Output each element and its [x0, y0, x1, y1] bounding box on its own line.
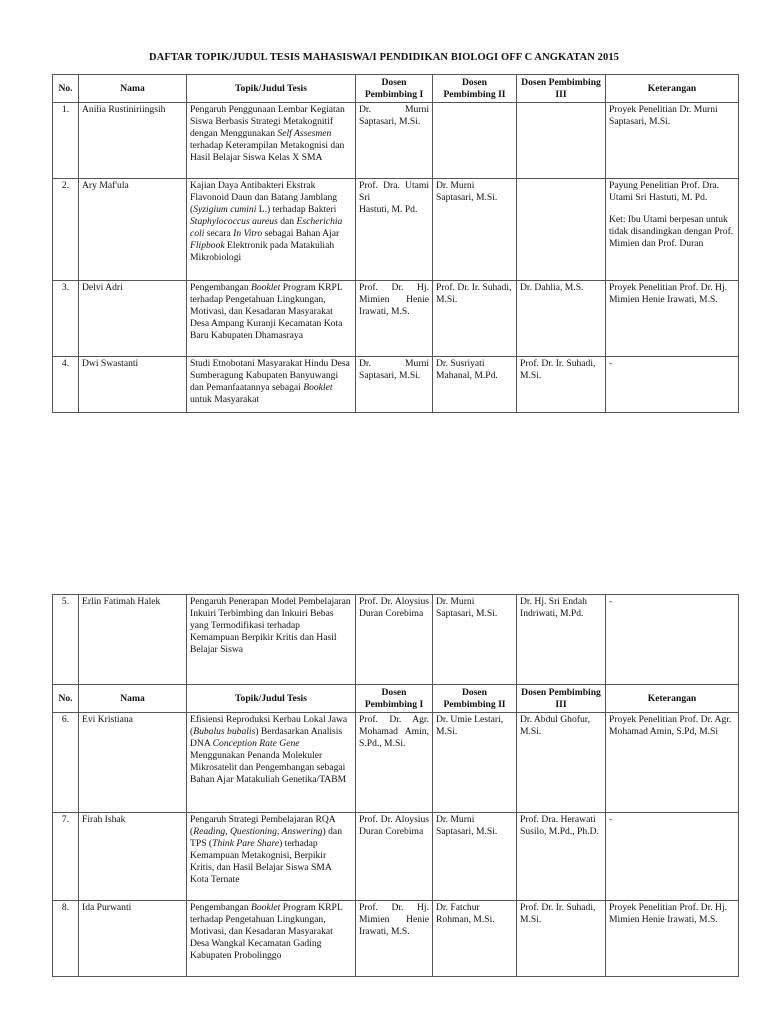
thesis-title — [187, 103, 356, 179]
student-name: Evi Kristiana — [79, 713, 187, 813]
thesis-title-text: L.) terhadap Bakteri — [256, 204, 337, 215]
supervisor-1: Prof. Dr. Aloysius Duran Corebima — [356, 595, 433, 685]
thesis-title-text: Kajian Daya Antibakteri Ekstrak Flavonoid Daun dan Batang Jamblang ( — [190, 180, 338, 215]
thesis-table-part-1 — [52, 74, 739, 413]
thesis-title-text: sebagai Bahan Ajar — [262, 228, 340, 239]
table-header-row — [53, 75, 739, 103]
header-keterangan: Keterangan — [606, 685, 739, 713]
supervisor-3: Prof. Dr. Ir. Suhadi, M.Si. — [517, 901, 606, 977]
header-dosen-3: Dosen Pembimbing III — [517, 75, 606, 103]
row-number: 6. — [53, 713, 79, 813]
remarks-text: Proyek Penelitian Prof. Dr. Hj. Mimien Henie Irawati, M.S. — [609, 902, 728, 925]
student-name: Erlin Fatimah Halek — [79, 595, 187, 685]
supervisor-2: Prof. Dr. Ir. Suhadi, M.Si. — [433, 281, 517, 357]
thesis-title-text: Pengaruh Penerapan Model Pembelajaran Inkuiri Terbimbing dan Inkuiri Bebas yang Termodifikasi terhadap Kemampuan Berpikir Kritis dan Hasil Belajar Siswa — [190, 596, 351, 655]
document-title: DAFTAR TOPIK/JUDUL TESIS MAHASISWA/I PENDIDIKAN BIOLOGI OFF C ANGKATAN 2015 — [148, 52, 620, 63]
thesis-title-italic: In Vitro — [233, 228, 263, 239]
thesis-title-text: untuk Masyarakat — [190, 394, 260, 405]
remarks — [606, 179, 739, 281]
table-row — [53, 103, 739, 179]
supervisor-3: Dr. Abdul Ghofur, M.Si. — [517, 713, 606, 813]
supervisor-3: Prof. Dr. Ir. Suhadi, M.Si. — [517, 357, 606, 413]
header-keterangan: Keterangan — [606, 75, 739, 103]
table-header-row — [53, 685, 739, 713]
supervisor-1: Prof. Dra. Utami Sri Hastuti, M. Pd. — [356, 179, 433, 281]
remarks — [606, 713, 739, 813]
remarks — [606, 901, 739, 977]
row-number: 2. — [53, 179, 79, 281]
supervisor-2: Dr. Murni Saptasari, M.Si. — [433, 179, 517, 281]
thesis-table-part-2 — [52, 594, 739, 977]
thesis-title — [187, 713, 356, 813]
supervisor-1: Prof. Dr. Aloysius Duran Corebima — [356, 813, 433, 901]
header-topik: Topik/Judul Tesis — [187, 685, 356, 713]
header-nama: Nama — [79, 75, 187, 103]
student-name: Anilia Rustiniriingsih — [79, 103, 187, 179]
thesis-title-italic: Syzigium cumini — [193, 204, 257, 215]
supervisor-3 — [517, 179, 606, 281]
remarks — [606, 813, 739, 901]
thesis-title-italic: Staphylococcus aureus — [190, 216, 278, 227]
thesis-title-text: ) Berdasarkan Analisis DNA — [190, 726, 343, 749]
header-nama: Nama — [79, 685, 187, 713]
header-dosen-1: Dosen Pembimbing I — [356, 685, 433, 713]
thesis-title — [187, 595, 356, 685]
thesis-title-text: Pengembangan — [190, 282, 252, 293]
supervisor-1: Prof. Dr. Hj. Mimien Henie Irawati, M.S. — [356, 281, 433, 357]
thesis-title-text: ) terhadap Kemampuan Metakognisi, Berpikir Kritis, dan Hasil Belajar Siswa SMA Kota Ternate — [190, 838, 332, 885]
supervisor-2 — [433, 103, 517, 179]
thesis-title-text: Menggunakan Penanda Molekuler Mikrosatelit dan Pengembangan sebagai Bahan Ajar Matakuliah Genetika/TABM — [190, 750, 347, 785]
header-topik: Topik/Judul Tesis — [187, 75, 356, 103]
remarks — [606, 103, 739, 179]
thesis-title-text: Program KRPL terhadap Pengetahuan Lingkungan, Motivasi, dan Kesadaran Masyarakat Desa Ampang Kuranji Kecamatan Kota Baru Kabupaten Dhamasraya — [190, 282, 343, 341]
supervisor-2: Dr. Fatchur Rohman, M.Si. — [433, 901, 517, 977]
thesis-title-italic: Booklet — [251, 282, 281, 293]
remarks-text: - — [609, 358, 613, 369]
thesis-title-italic: Bubalus bubalis — [193, 726, 256, 737]
thesis-title-text: Elektronik pada Matakuliah Mikrobiologi — [190, 240, 335, 263]
thesis-title-italic: Flipbook — [190, 240, 225, 251]
student-name: Firah Ishak — [79, 813, 187, 901]
supervisor-3: Prof. Dra. Herawati Susilo, M.Pd., Ph.D. — [517, 813, 606, 901]
thesis-title-text: Pengaruh Penggunaan Lembar Kegiatan Siswa Berbasis Strategi Metakognitif dengan Menggunakan — [190, 104, 345, 139]
remarks-text: Proyek Penelitian Prof. Dr. Hj. Mimien Henie Irawati, M.S. — [609, 282, 728, 305]
thesis-title-text: Pengembangan — [190, 902, 252, 913]
supervisor-3 — [517, 103, 606, 179]
row-number: 4. — [53, 357, 79, 413]
thesis-title-text: dan — [277, 216, 297, 227]
row-number: 8. — [53, 901, 79, 977]
student-name: Dwi Swastanti — [79, 357, 187, 413]
remarks — [606, 357, 739, 413]
thesis-title-text: Studi Etnobotani Masyarakat Hindu Desa Sumberagung Kabupaten Banyuwangi dan Pemanfaatannya sebagai — [190, 358, 350, 393]
table-row — [53, 357, 739, 413]
thesis-title-italic: Reading, Questioning, Answering — [193, 826, 323, 837]
supervisor-2: Dr. Murni Saptasari, M.Si. — [433, 595, 517, 685]
header-dosen-1: Dosen Pembimbing I — [356, 75, 433, 103]
thesis-title — [187, 813, 356, 901]
header-no: No. — [53, 685, 79, 713]
remarks-text: Proyek Penelitian Dr. Murni Saptasari, M.Si. — [609, 104, 718, 127]
thesis-title-text: Efisiensi Reproduksi Kerbau Lokal Jawa ( — [190, 714, 348, 737]
thesis-title-italic: Escherichia coli — [190, 216, 343, 239]
remarks — [606, 281, 739, 357]
header-no: No. — [53, 75, 79, 103]
supervisor-1: Prof. Dr. Hj. Mimien Henie Irawati, M.S. — [356, 901, 433, 977]
table-row — [53, 901, 739, 977]
thesis-title-italic: Booklet — [251, 902, 281, 913]
thesis-title-italic: Think Pare Share — [212, 838, 280, 849]
supervisor-2: Dr. Murni Saptasari, M.Si. — [433, 813, 517, 901]
table-row — [53, 281, 739, 357]
thesis-title-text: terhadap Keterampilan Metakognisi dan Hasil Belajar Siswa Kelas X SMA — [190, 140, 345, 163]
thesis-title-italic: Self Assesmen — [277, 128, 332, 139]
row-number: 7. — [53, 813, 79, 901]
thesis-title — [187, 901, 356, 977]
remarks — [606, 595, 739, 685]
header-dosen-2: Dosen Pembimbing II — [433, 685, 517, 713]
thesis-title-text: secara — [204, 228, 234, 239]
supervisor-1: Dr. Murni Saptasari, M.Si. — [356, 357, 433, 413]
thesis-title — [187, 281, 356, 357]
remarks-note: Ket: Ibu Utami berpesan untuk tidak disandingkan dengan Prof. Mimien dan Prof. Duran — [609, 214, 734, 249]
thesis-title-italic: Booklet — [303, 382, 333, 393]
supervisor-2: Dr. Umie Lestari, M.Si. — [433, 713, 517, 813]
thesis-title — [187, 357, 356, 413]
student-name: Ary Maf'ula — [79, 179, 187, 281]
remarks-text: - — [609, 814, 613, 825]
row-number: 1. — [53, 103, 79, 179]
thesis-title-text: Program KRPL terhadap Pengetahuan Lingkungan, Motivasi, dan Kesadaran Masyarakat Desa Wangkal Kecamatan Gading Kabupaten Probolinggo — [190, 902, 343, 961]
student-name: Delvi Adri — [79, 281, 187, 357]
row-number: 3. — [53, 281, 79, 357]
remarks-text: Payung Penelitian Prof. Dra. Utami Sri Hastuti, M. Pd. — [609, 180, 720, 203]
student-name: Ida Purwanti — [79, 901, 187, 977]
supervisor-3: Dr. Hj. Sri Endah Indriwati, M.Pd. — [517, 595, 606, 685]
supervisor-3: Dr. Dahlia, M.S. — [517, 281, 606, 357]
supervisor-2: Dr. Susriyati Mahanal, M.Pd. — [433, 357, 517, 413]
row-number: 5. — [53, 595, 79, 685]
table-row — [53, 813, 739, 901]
remarks-text: - — [609, 596, 613, 607]
supervisor-1: Dr. Murni Saptasari, M.Si. — [356, 103, 433, 179]
supervisor-1: Prof. Dr. Agr. Mohamad Amin, S.Pd., M.Si. — [356, 713, 433, 813]
table-row — [53, 713, 739, 813]
thesis-title-text: ) dan TPS ( — [190, 826, 342, 849]
thesis-title-italic: Conception Rate Gene — [212, 738, 300, 749]
thesis-title-text: Pengaruh Strategi Pembelajaran RQA ( — [190, 814, 336, 837]
header-dosen-2: Dosen Pembimbing II — [433, 75, 517, 103]
header-dosen-3: Dosen Pembimbing III — [517, 685, 606, 713]
remarks-text: Proyek Penelitian Prof. Dr. Agr. Mohamad Amin, S.Pd, M.Si — [609, 714, 732, 737]
table-row — [53, 595, 739, 685]
thesis-title — [187, 179, 356, 281]
table-row — [53, 179, 739, 281]
